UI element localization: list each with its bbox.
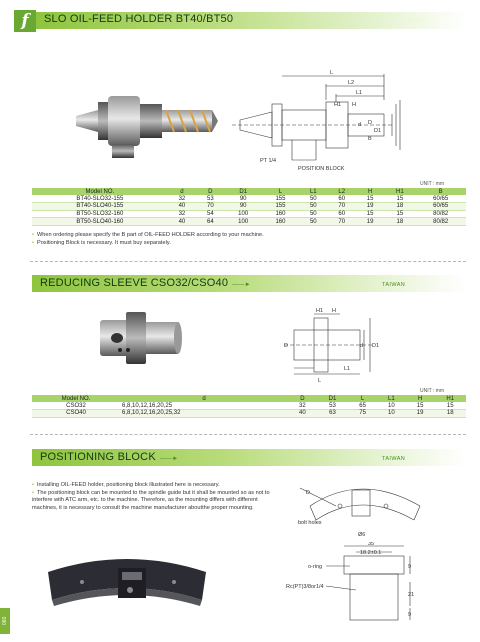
table-cell: 80/82 <box>415 210 466 218</box>
section-region: TAIWAN <box>400 18 424 24</box>
table-cell: 15 <box>406 402 435 410</box>
table-cell: 160 <box>262 218 299 226</box>
table-cell: 54 <box>196 210 224 218</box>
table-cell: 50 <box>299 218 327 226</box>
section-title: POSITIONING BLOCK ——► <box>40 451 179 463</box>
table-cell: 90 <box>225 195 262 203</box>
table-cell: 6,8,10,12,16,20,25 <box>120 402 288 410</box>
dim-D: D <box>306 490 310 496</box>
table-cell: 60 <box>328 210 356 218</box>
note-item: • Installing OIL-FEED holder, positioning block illustrated here is necessary. <box>32 482 220 488</box>
table-cell: 63 <box>317 410 348 418</box>
page-number-tab: 060 <box>0 608 10 634</box>
positioning-block-drawing <box>296 476 426 542</box>
table-cell: 50 <box>299 203 327 211</box>
holder-spec-table <box>32 188 466 226</box>
section-banner-positioning-block <box>32 449 466 467</box>
note-text: When ordering please specify the B part of OIL-FEED HOLDER according to your machine. <box>36 232 264 238</box>
table-cell: 15 <box>435 402 467 410</box>
dim-d: d <box>360 343 364 349</box>
oil-feed-holder-photo <box>70 88 220 162</box>
col-header: D1 <box>317 395 348 402</box>
dim-21: 21 <box>408 592 415 598</box>
table-cell: 90 <box>225 203 262 211</box>
section-divider <box>30 434 466 435</box>
section-title: SLO OIL-FEED HOLDER BT40/BT50 <box>44 13 234 25</box>
table-cell: 60 <box>328 195 356 203</box>
table-header-row <box>32 188 466 195</box>
section-region: TAIWAN <box>382 456 406 462</box>
label-bolt-holes: bolt holes <box>298 520 322 526</box>
arrow-icon: ——► <box>159 456 179 462</box>
note-text: Positioning Block is necessary. It must buy separately. <box>36 239 171 246</box>
table-cell: 70 <box>328 203 356 211</box>
table-cell: BT50-SLO32-160 <box>32 210 168 218</box>
dim-L1: L1 <box>344 366 351 372</box>
positioning-block-section <box>286 542 418 626</box>
dim-18: 18.2±0.1 <box>360 550 382 556</box>
dim-H1: H1 <box>316 308 324 314</box>
dim-9a: 9 <box>408 564 412 570</box>
oil-feed-holder-drawing <box>232 64 402 174</box>
label-o-ring: o-ring <box>308 564 323 570</box>
table-cell: 60/65 <box>415 195 466 203</box>
col-header: D <box>288 395 317 402</box>
table-cell: 18 <box>435 410 467 418</box>
dim-L: L <box>318 378 322 384</box>
table-cell: 100 <box>225 210 262 218</box>
table-cell: BT40-SLO32-155 <box>32 195 168 203</box>
table-cell: CSO40 <box>32 410 120 418</box>
table-cell: 155 <box>262 203 299 211</box>
table-cell: 100 <box>225 218 262 226</box>
holder-notes <box>32 232 466 247</box>
dim-9b: 9 <box>408 612 412 618</box>
col-header: D <box>196 188 224 195</box>
note-text: Installing OIL-FEED holder, positioning block illustrated here is necessary. <box>36 482 220 488</box>
col-header: L1 <box>299 188 327 195</box>
unit-label: UNIT : mm <box>420 181 445 187</box>
table-cell: 15 <box>384 195 415 203</box>
table-cell: 40 <box>288 410 317 418</box>
dim-H1: H1 <box>334 102 342 108</box>
col-header: Model NO. <box>32 395 120 402</box>
col-header: H1 <box>435 395 467 402</box>
dim-L1: L1 <box>356 90 363 96</box>
table-cell: 53 <box>317 402 348 410</box>
table-cell: 70 <box>328 218 356 226</box>
col-header: H <box>406 395 435 402</box>
dim-L2: L2 <box>348 80 355 86</box>
section-banner-reducing-sleeve <box>32 275 466 293</box>
section-title: REDUCING SLEEVE CSO32/CSO40 ——► <box>40 277 251 289</box>
table-cell: 50 <box>299 195 327 203</box>
table-cell: 53 <box>196 195 224 203</box>
note-item: • Positioning Block is necessary. It must buy separately. <box>32 239 171 246</box>
table-row <box>32 195 466 203</box>
col-header: d <box>168 188 196 195</box>
table-cell: 15 <box>356 210 384 218</box>
dim-D: D <box>284 343 288 349</box>
table-row <box>32 210 466 218</box>
positioning-notes <box>32 482 282 512</box>
dim-H: H <box>332 308 336 314</box>
table-cell: 60/65 <box>415 203 466 211</box>
table-header-row <box>32 395 466 402</box>
table-cell: 160 <box>262 210 299 218</box>
dim-H: H <box>352 102 356 108</box>
table-row <box>32 203 466 211</box>
label-pt: PT 1/4 <box>260 158 277 164</box>
table-cell: 19 <box>356 218 384 226</box>
table-cell: 6,8,10,12,16,20,25,32 <box>120 410 288 418</box>
col-header: B <box>415 188 466 195</box>
col-header: H1 <box>384 188 415 195</box>
dim-B: B <box>368 136 372 142</box>
dim-d: d <box>358 122 362 128</box>
section-region: TAIWAN <box>382 282 406 288</box>
section-banner-oil-feed-holder <box>14 10 466 32</box>
table-row <box>32 410 466 418</box>
reducing-sleeve-drawing <box>284 304 384 386</box>
table-cell: 32 <box>168 210 196 218</box>
dim-D: D <box>368 120 372 126</box>
note-text: The positioning block can be mounted to the spindle guide but it shall be mounted so as not to interfere with ATC arm, etc. to the machine. Therefore, as the mounting differs with different machines, it is necessary to consult the machine manufacturer aboutthe proper mounting. <box>32 489 270 511</box>
note-item: • The positioning block can be mounted to the spindle guide but it shall be mounted so as not to interfere with ATC arm, etc. to the machine. Therefore, as the mounting differs with different machines, it is necessary to consult the machine manufacturer aboutthe proper mounting. <box>32 489 270 511</box>
positioning-block-photo <box>42 550 212 628</box>
section-divider <box>30 261 466 262</box>
table-cell: 155 <box>262 195 299 203</box>
unit-label: UNIT : mm <box>420 388 445 394</box>
col-header: L1 <box>377 395 406 402</box>
reducing-sleeve-photo <box>96 308 186 368</box>
table-cell: 15 <box>384 210 415 218</box>
table-cell: CSO32 <box>32 402 120 410</box>
arrow-icon: ——► <box>232 282 251 288</box>
dim-35: 35 <box>368 542 375 547</box>
table-cell: 40 <box>168 203 196 211</box>
dim-D1: D1 <box>374 128 382 134</box>
table-cell: 15 <box>356 195 384 203</box>
col-header: L <box>262 188 299 195</box>
col-header: H <box>356 188 384 195</box>
sleeve-spec-table <box>32 395 466 418</box>
table-cell: 10 <box>377 402 406 410</box>
table-cell: 75 <box>348 410 377 418</box>
col-header: L2 <box>328 188 356 195</box>
table-row <box>32 402 466 410</box>
brand-logo: f <box>14 10 36 32</box>
dim-D1: D1 <box>372 343 380 349</box>
dim-diameter: Ø6 <box>358 532 366 538</box>
table-cell: 32 <box>168 195 196 203</box>
table-cell: BT40-SLO40-155 <box>32 203 168 211</box>
table-cell: 65 <box>348 402 377 410</box>
dim-L: L <box>330 70 334 76</box>
table-row <box>32 218 466 226</box>
label-position-block: POSITION BLOCK <box>298 166 345 172</box>
table-cell: 19 <box>356 203 384 211</box>
table-cell: 19 <box>406 410 435 418</box>
table-cell: 80/82 <box>415 218 466 226</box>
col-header: Model NO. <box>32 188 168 195</box>
col-header: L <box>348 395 377 402</box>
table-cell: 18 <box>384 218 415 226</box>
label-rc: Rc(PT)3/8or1/4 <box>286 584 324 590</box>
table-cell: 10 <box>377 410 406 418</box>
col-header: d <box>120 395 288 402</box>
table-cell: BT50-SLO40-160 <box>32 218 168 226</box>
note-item: • When ordering please specify the B part of OIL-FEED HOLDER according to your machine. <box>32 232 264 238</box>
col-header: D1 <box>225 188 262 195</box>
table-cell: 70 <box>196 203 224 211</box>
table-cell: 18 <box>384 203 415 211</box>
table-cell: 40 <box>168 218 196 226</box>
table-cell: 32 <box>288 402 317 410</box>
table-cell: 50 <box>299 210 327 218</box>
table-cell: 64 <box>196 218 224 226</box>
